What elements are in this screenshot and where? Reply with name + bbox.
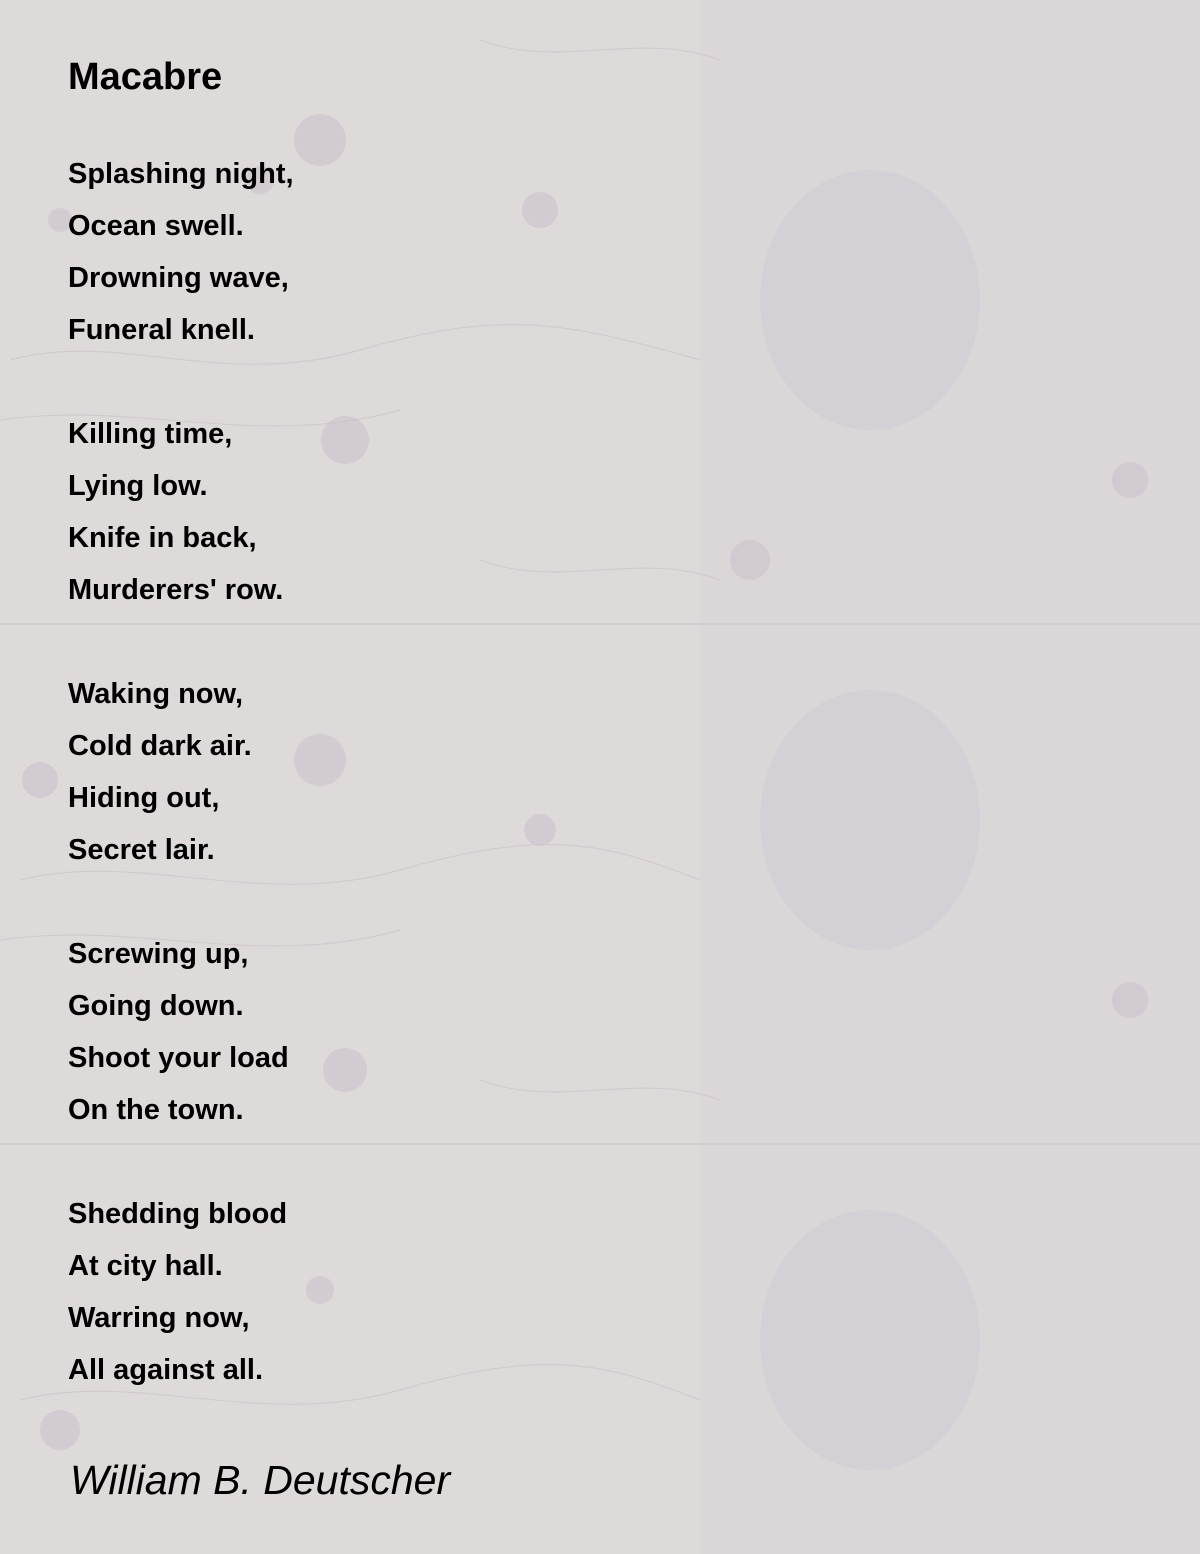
poem-line: Secret lair. [68,834,215,866]
poem-line: Drowning wave, [68,262,289,294]
stanza-2 [68,408,1068,616]
stanza-4 [68,928,1068,1136]
poem-line: Cold dark air. [68,730,252,762]
poem-title: Macabre [68,56,223,98]
poem-line: Splashing night, [68,158,294,190]
poem-line: Hiding out, [68,782,220,814]
poem-line: Lying low. [68,470,208,502]
poem-line: Ocean swell. [68,210,244,242]
poem-line: On the town. [68,1094,244,1126]
stanza-1 [68,148,1068,356]
stanza-5 [68,1188,1068,1396]
poem-line: Killing time, [68,418,233,450]
stanza-3 [68,668,1068,876]
poem-line: Waking now, [68,678,244,710]
poem-line: Shedding blood [68,1198,288,1230]
poem-line: Murderers' row. [68,574,284,606]
poem-line: Funeral knell. [68,314,255,346]
poem-line: Screwing up, [68,938,249,970]
poem-author: William B. Deutscher [70,1457,451,1503]
poem-line: All against all. [68,1354,263,1386]
poem-line: Knife in back, [68,522,257,554]
poem-line: At city hall. [68,1250,223,1282]
poem-line: Warring now, [68,1302,250,1334]
poem-line: Shoot your load [68,1042,289,1074]
poem-line: Going down. [68,990,244,1022]
